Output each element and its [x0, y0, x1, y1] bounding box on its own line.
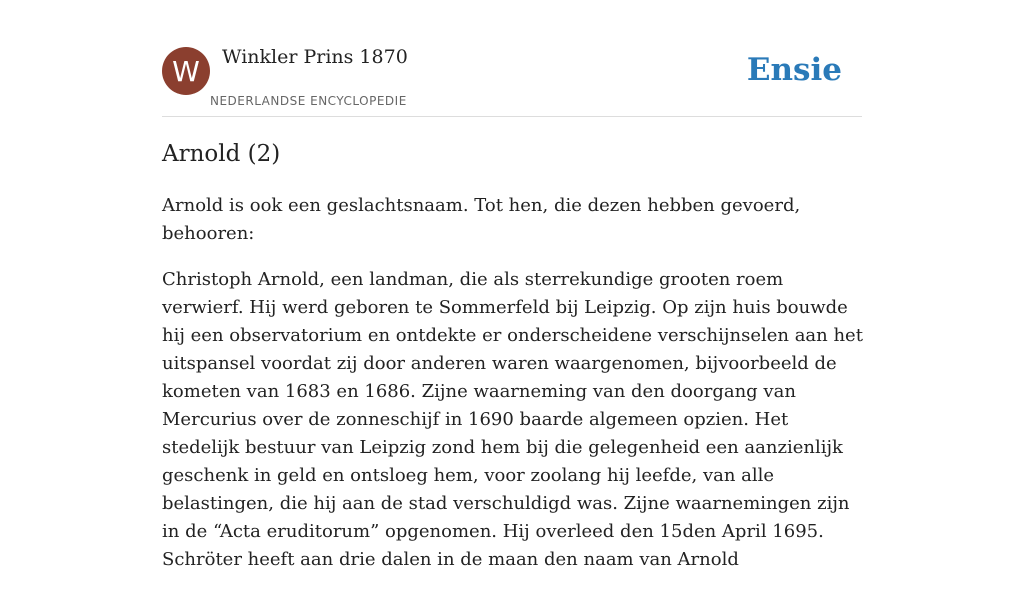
article [162, 138, 864, 592]
site-header [162, 44, 862, 117]
publication-title[interactable]: Winkler Prins 1870 [222, 46, 408, 68]
article-title: Arnold (2) [162, 141, 281, 167]
publication-subtitle: NEDERLANDSE ENCYCLOPEDIE [210, 94, 407, 108]
publication-avatar[interactable]: W [162, 47, 210, 95]
article-paragraph: Christoph Arnold, een landman, die als sterrekundige grooten roem verwierf. Hij werd geboren te Sommerfeld bij Leipzig. Op zijn huis bouwde hij een observatorium en ontdekte er onderscheidene verschijnselen aan het uitspansel voordat zij door anderen waren waargenomen, bijvoorbeeld de kometen van 1683 en 1686. Zijne waarneming van den doorgang van Mercurius over de zonneschijf in 1690 baarde algemeen opzien. Het stedelijk bestuur van Leipzig zond hem bij die gelegenheid een aanzienlijk geschenk in geld en ontsloeg hem, voor zoolang hij leefde, van alle belastingen, die hij aan de stad verschuldigd was. Zijne waarnemingen zijn in de “Acta eruditorum” opgenomen. Hij overleed den 15den April 1695. Schröter heeft aan drie dalen in de maan den naam van Arnold [162, 269, 863, 570]
article-paragraph: Arnold is ook een geslachtsnaam. Tot hen, die dezen hebben gevoerd, behooren: [162, 195, 801, 244]
ensie-logo[interactable]: Ensie [746, 52, 842, 88]
